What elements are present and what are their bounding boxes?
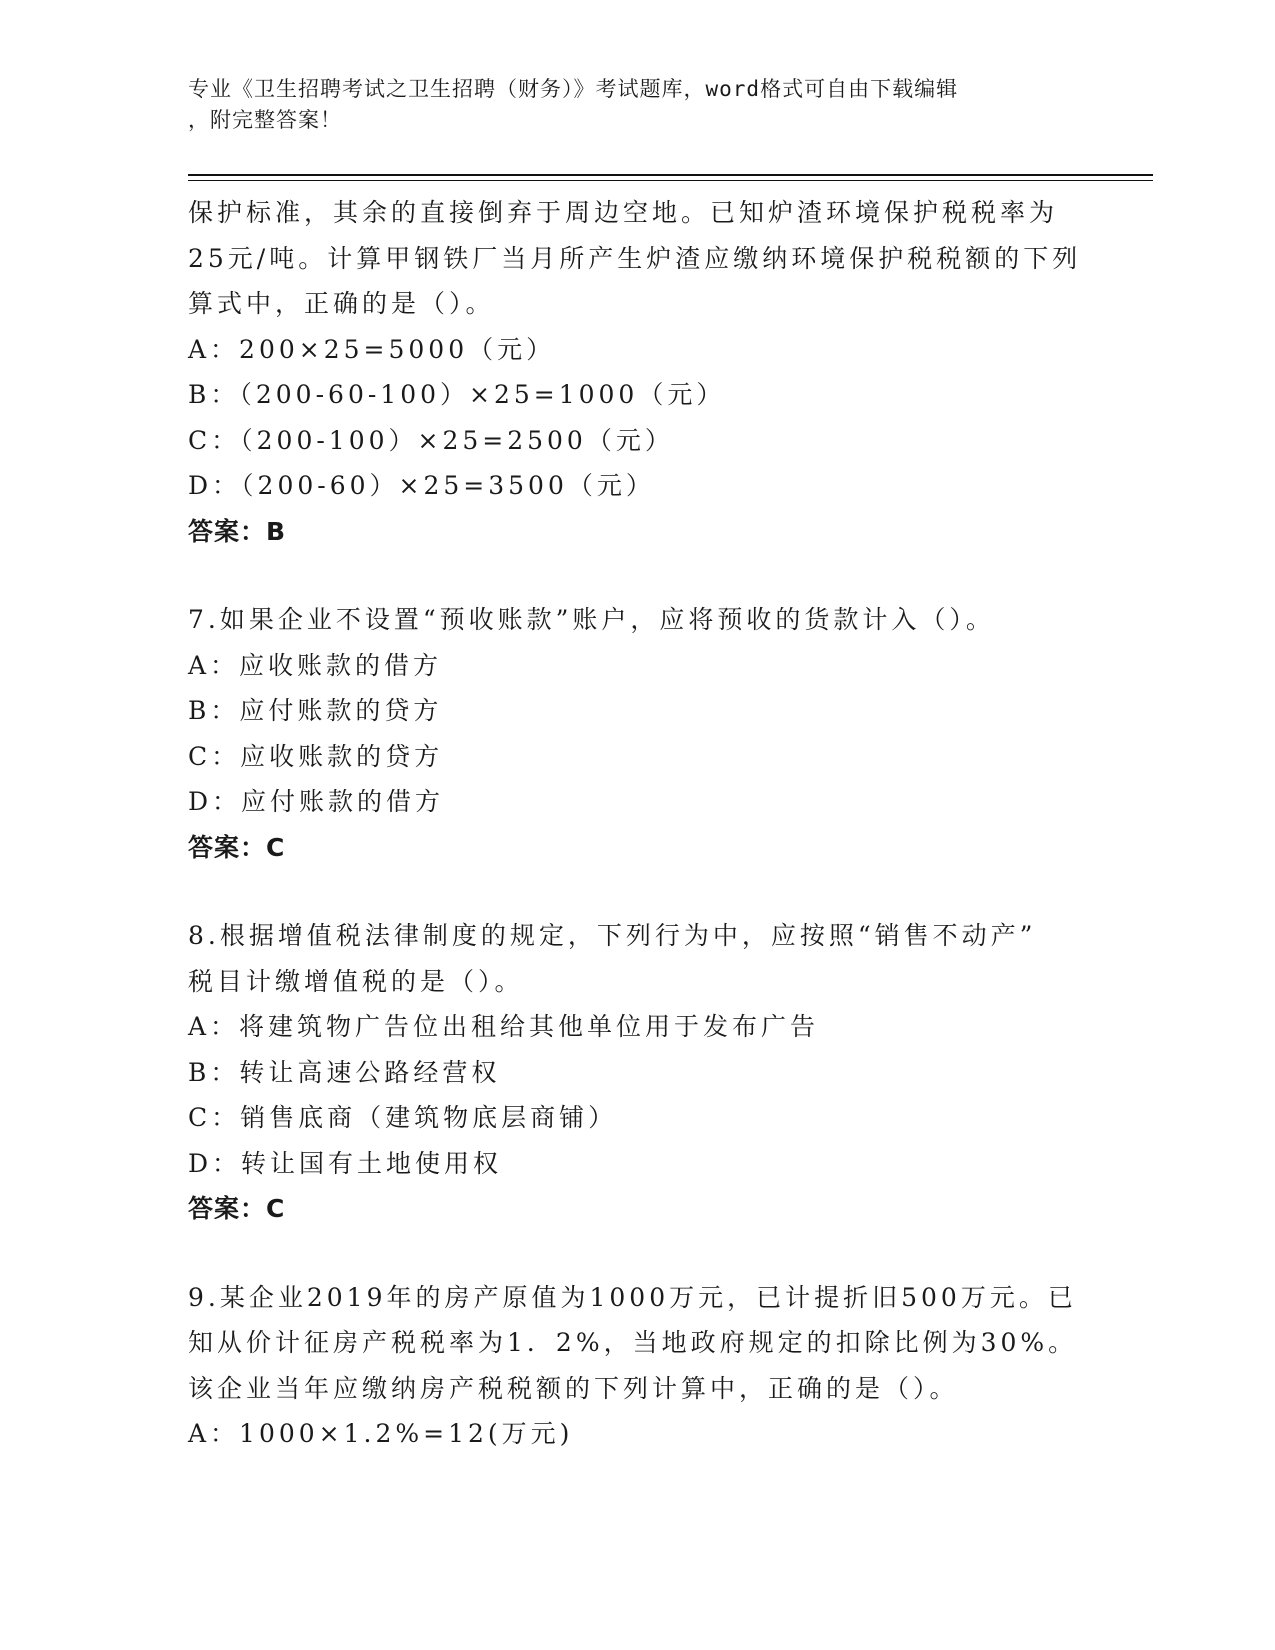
header-line-2: ，附完整答案！ [188,108,342,132]
question-gap [188,1232,1088,1275]
option-b: B：应付账款的贷方 [188,696,443,725]
question-stem-line: 7.如果企业不设置“预收账款”账户，应将预收的货款计入（）。 [188,605,995,634]
option-d: D：转让国有土地使用权 [188,1148,503,1178]
option-a: A：1000×1.2%=12(万元) [188,1419,574,1448]
question-stem-line: 税目计缴增值税的是（）。 [188,966,524,996]
option-d: D：应付账款的借方 [188,787,445,816]
answer-line: 答案：C [188,1194,286,1223]
option-b: B：（200-60-100）×25=1000（元） [188,380,726,409]
question-list [188,190,1088,1457]
question-gap [188,554,1088,597]
header-line-1: 专业《卫生招聘考试之卫生招聘（财务）》考试题库，word格式可自由下载编辑 [188,77,959,101]
question-stem-line: 25元/吨。计算甲钢铁厂当月所产生炉渣应缴纳环境保护税税额的下列 [188,243,1082,273]
answer-line: 答案：C [188,832,286,862]
question-7 [188,597,1088,870]
option-a: A：应收账款的借方 [188,650,443,680]
answer-line: 答案：B [188,516,287,546]
option-d: D：（200-60）×25=3500（元） [188,471,655,500]
question-stem-line: 算式中，正确的是（）。 [188,289,495,318]
document-header [188,74,1068,136]
option-c: C：销售底商（建筑物底层商铺） [188,1103,618,1132]
question-stem-line: 知从价计征房产税税率为1．2%，当地政府规定的扣除比例为30%。 [188,1328,1078,1357]
question-stem-line: 该企业当年应缴纳房产税税额的下列计算中，正确的是（）。 [188,1373,959,1403]
question-6 [188,190,1088,554]
question-8 [188,913,1088,1232]
question-9 [188,1275,1088,1457]
option-c: C：应收账款的贷方 [188,741,444,771]
option-b: B：转让高速公路经营权 [188,1057,501,1087]
option-c: C：（200-100）×25=2500（元） [188,425,674,455]
question-stem-line: 保护标准，其余的直接倒弃于周边空地。已知炉渣环境保护税税率为 [188,198,1059,227]
header-divider-thin [188,180,1153,181]
option-a: A：200×25=5000（元） [188,334,556,364]
question-stem-line: 8.根据增值税法律制度的规定，下列行为中，应按照“销售不动产” [188,921,1037,950]
header-divider [188,174,1153,176]
question-stem-line: 9.某企业2019年的房产原值为1000万元，已计提折旧500万元。已 [188,1282,1077,1312]
option-a: A：将建筑物广告位出租给其他单位用于发布广告 [188,1012,820,1041]
question-gap [188,870,1088,913]
